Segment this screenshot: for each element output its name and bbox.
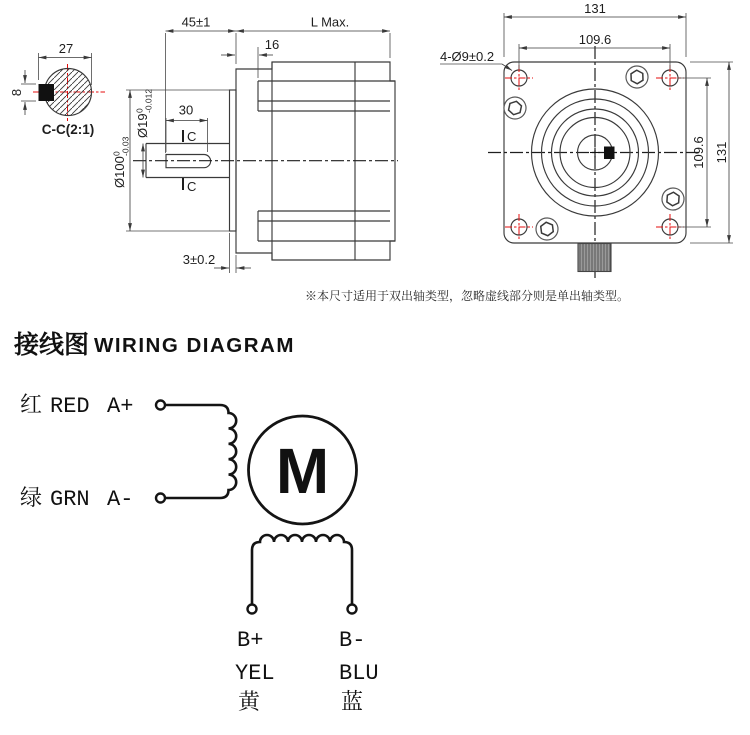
shaft-tol-upper: 0 xyxy=(134,108,145,113)
mount-holes-label: 4-Ø9±0.2 xyxy=(440,49,495,64)
drawing-note: ※本尺寸适用于双出轴类型，忽略虚线部分则是单出轴类型。 xyxy=(305,289,630,303)
wiring-diagram xyxy=(20,393,379,716)
key-height-dim: 8 xyxy=(9,88,24,97)
section-width-dim: 27 xyxy=(58,41,74,56)
cable-connector xyxy=(578,244,611,272)
terminal-a-minus xyxy=(156,494,165,503)
lead-a-minus-terminal: A- xyxy=(107,487,134,512)
hole-spacing-v-dim: 109.6 xyxy=(691,136,706,169)
hole-spacing-h-dim: 109.6 xyxy=(578,32,612,47)
phase-b-coil xyxy=(252,535,352,604)
assembly-screw-bottom xyxy=(535,217,558,240)
flange-height-dim: 131 xyxy=(714,141,729,164)
motor-symbol-letter: M xyxy=(275,435,330,507)
lead-b-plus-code: YEL xyxy=(235,661,275,686)
wiring-heading-cn: 接线图 xyxy=(14,331,90,359)
pilot-tol-upper: 0 xyxy=(111,151,122,156)
lead-a-plus-cn: 红 xyxy=(20,394,43,419)
pilot-tol-lower: -0.03 xyxy=(120,136,131,156)
section-mark-top: C xyxy=(187,129,197,144)
lead-a-plus-terminal: A+ xyxy=(107,394,134,419)
lead-b-plus-cn: 黄 xyxy=(238,691,261,716)
flange-width-dim: 131 xyxy=(584,1,606,16)
shaft-diameter-label xyxy=(135,89,154,138)
lead-a-minus-cn: 绿 xyxy=(20,487,43,512)
section-mark-bottom: C xyxy=(187,179,197,194)
svg-text:Ø19: Ø19 xyxy=(135,113,150,138)
shaft-length-dim: 45±1 xyxy=(181,14,211,30)
pilot-depth-dim: 16 xyxy=(264,37,280,52)
terminal-b-plus xyxy=(248,605,257,614)
phase-a-coil xyxy=(166,405,237,498)
assembly-screw-top xyxy=(625,65,650,90)
pilot-diameter-label xyxy=(112,136,131,188)
key-section-block xyxy=(39,84,55,101)
motor-front-view xyxy=(440,1,733,278)
shaft-tol-lower: -0.012 xyxy=(143,88,154,113)
lead-b-minus-code: BLU xyxy=(339,661,379,686)
section-view-label: C-C(2:1) xyxy=(41,122,95,137)
svg-text:Ø100: Ø100 xyxy=(112,156,127,188)
mount-hole-bl xyxy=(505,214,533,240)
terminal-a-plus xyxy=(156,401,165,410)
lead-b-minus-cn: 蓝 xyxy=(341,691,364,716)
terminal-b-minus xyxy=(348,605,357,614)
shaft-section-view xyxy=(9,41,105,137)
body-length-dim: L Max. xyxy=(310,14,350,30)
keyway-length-dim: 30 xyxy=(178,102,194,118)
lead-b-plus-terminal: B+ xyxy=(237,628,264,653)
keyway-front xyxy=(604,147,615,160)
wiring-heading-en: WIRING DIAGRAM xyxy=(94,334,295,357)
assembly-screw-right xyxy=(660,186,687,213)
boss-thickness-dim: 3±0.2 xyxy=(182,252,216,267)
assembly-screw-left xyxy=(501,94,530,123)
lead-a-plus-code: RED xyxy=(50,394,90,419)
lead-b-minus-terminal: B- xyxy=(339,628,366,653)
motor-side-view xyxy=(112,15,399,274)
wiring-heading xyxy=(13,331,295,359)
lead-a-minus-code: GRN xyxy=(50,487,90,512)
